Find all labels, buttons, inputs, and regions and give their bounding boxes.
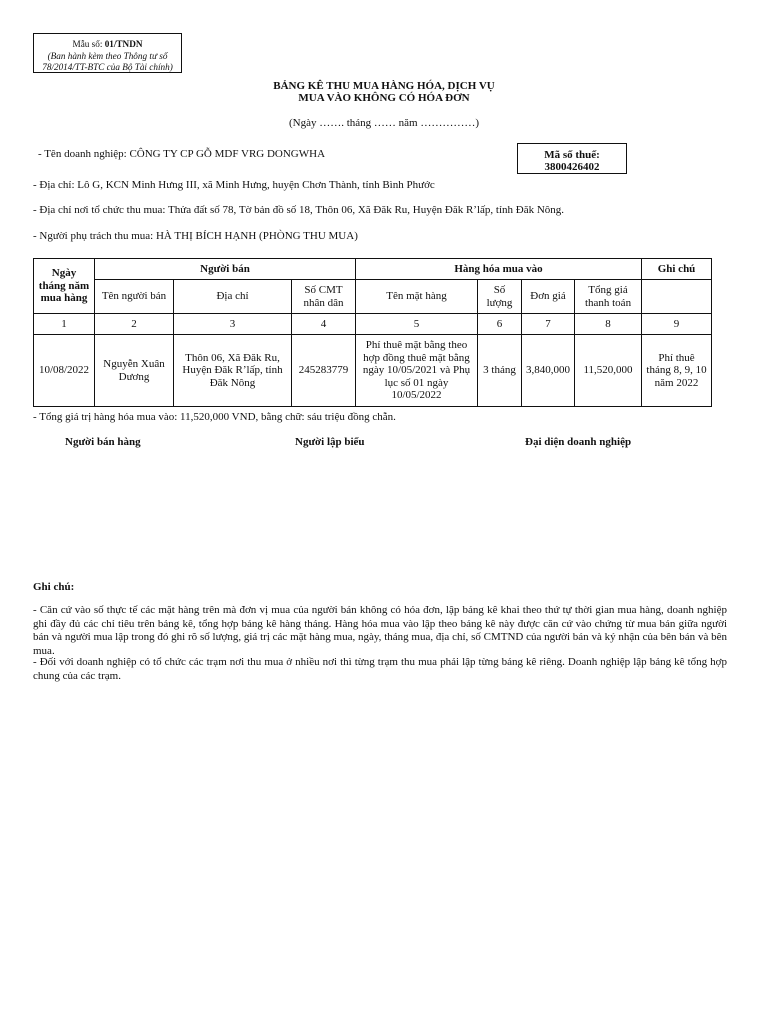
form-issuance-note-line2: 78/2014/TT-BTC của Bộ Tài chính) bbox=[42, 62, 173, 72]
form-issuance-note-line1: (Ban hành kèm theo Thông tư số bbox=[47, 50, 168, 61]
document-title bbox=[0, 80, 768, 104]
form-code-line bbox=[34, 39, 181, 51]
form-code-value: 01/TNDN bbox=[104, 39, 143, 49]
table-row bbox=[34, 335, 712, 407]
cell-unit-price: 3,840,000 bbox=[522, 335, 575, 407]
cell-seller-name: Nguyễn Xuân Dương bbox=[95, 335, 174, 407]
column-number: 6 bbox=[478, 314, 522, 335]
company-line bbox=[38, 148, 325, 161]
header-seller-name: Tên người bán bbox=[95, 280, 174, 314]
address-line bbox=[33, 179, 435, 192]
column-number: 3 bbox=[174, 314, 292, 335]
cell-seller-address: Thôn 06, Xã Đăk Ru, Huyện Đăk R’lấp, tỉnh Đăk Nông bbox=[174, 335, 292, 407]
header-note: Ghi chú bbox=[642, 259, 712, 280]
purchase-location-label: - Địa chỉ nơi tổ chức thu mua: bbox=[33, 204, 166, 216]
column-number: 2 bbox=[95, 314, 174, 335]
tax-code-value: 3800426402 bbox=[544, 161, 600, 173]
header-total: Tổng giá thanh toán bbox=[575, 280, 642, 314]
purchase-location-value: Thửa đất số 78, Tờ bản đồ số 18, Thôn 06, Xã Đăk Ru, Huyện Đăk R’lấp, tỉnh Đăk Nông. bbox=[168, 204, 565, 216]
purchaser-value: HÀ THỊ BÍCH HẠNH (PHÒNG THU MUA) bbox=[155, 230, 358, 242]
header-item-name: Tên mặt hàng bbox=[356, 280, 478, 314]
cell-total: 11,520,000 bbox=[575, 335, 642, 407]
address-label: - Địa chỉ: bbox=[33, 179, 75, 191]
header-note-blank bbox=[642, 280, 712, 314]
company-name: CÔNG TY CP GỖ MDF VRG DONGWHA bbox=[129, 148, 326, 160]
column-number: 9 bbox=[642, 314, 712, 335]
tax-code-label: Mã số thuế: bbox=[544, 149, 600, 161]
cell-note: Phí thuê tháng 8, 9, 10 năm 2022 bbox=[642, 335, 712, 407]
document-title-line2: MUA VÀO KHÔNG CÓ HÓA ĐƠN bbox=[298, 92, 470, 104]
signature-preparer: Người lập biểu bbox=[295, 436, 365, 448]
cell-item-name: Phí thuê mặt bằng theo hợp đồng thuê mặt bằng ngày 10/05/2021 và Phụ lục số 01 ngày 10/05/2022 bbox=[356, 335, 478, 407]
company-label: - Tên doanh nghiệp: bbox=[38, 148, 127, 160]
header-unit-price: Đơn giá bbox=[522, 280, 575, 314]
table-header-row-columns bbox=[34, 280, 712, 314]
column-number-row bbox=[34, 314, 712, 335]
purchase-location-line bbox=[33, 204, 564, 217]
notes-paragraph: - Căn cứ vào số thực tế các mặt hàng trên mà đơn vị mua của người bán không có hóa đơn, lập bảng kê khai theo thứ tự thời gian mua hàng, doanh nghiệp ghi đầy đủ các chỉ tiêu trên bảng kê, tổng hợp bảng kê hàng tháng. Hàng hóa mua vào lập theo bảng kê này được căn cứ vào chứng từ mua bán giữa người bán và người mua lập trong đó ghi rõ số lượng, giá trị các mặt hàng mua, ngày, tháng mua, địa chỉ, số CMTND của người bán và ký nhận của bên bán và bên mua. bbox=[33, 604, 727, 657]
purchaser-line bbox=[33, 230, 358, 243]
header-seller-id: Số CMT nhân dân bbox=[292, 280, 356, 314]
cell-quantity: 3 tháng bbox=[478, 335, 522, 407]
purchaser-label: - Người phụ trách thu mua: bbox=[33, 230, 154, 242]
cell-purchase-date: 10/08/2022 bbox=[34, 335, 95, 407]
date-line: (Ngày ……. tháng …… năm ……………) bbox=[288, 117, 480, 129]
table-header-row-group bbox=[34, 259, 712, 280]
tax-code-box bbox=[517, 143, 627, 174]
form-code-label: Mẫu số: bbox=[72, 39, 103, 49]
header-seller-group: Người bán bbox=[95, 259, 356, 280]
column-number: 5 bbox=[356, 314, 478, 335]
column-number: 1 bbox=[34, 314, 95, 335]
header-seller-address: Địa chỉ bbox=[174, 280, 292, 314]
notes-paragraph: - Đối với doanh nghiệp có tổ chức các trạm nơi thu mua ở nhiều nơi thì từng trạm thu mua phải lập từng bảng kê riêng. Doanh nghiệp lập bảng kê tổng hợp chung của các trạm. bbox=[33, 656, 727, 682]
header-purchase-date: Ngày tháng năm mua hàng bbox=[34, 259, 95, 314]
signature-seller: Người bán hàng bbox=[65, 436, 141, 448]
signature-company-representative: Đại diện doanh nghiệp bbox=[525, 436, 632, 448]
cell-seller-id: 245283779 bbox=[292, 335, 356, 407]
column-number: 8 bbox=[575, 314, 642, 335]
document-title-line1: BẢNG KÊ THU MUA HÀNG HÓA, DỊCH VỤ bbox=[273, 80, 495, 92]
notes-heading: Ghi chú: bbox=[33, 581, 75, 593]
total-value-line: - Tổng giá trị hàng hóa mua vào: 11,520,000 VND, bằng chữ: sáu triệu đồng chẵn. bbox=[33, 411, 396, 423]
address-value: Lô G, KCN Minh Hưng III, xã Minh Hưng, huyện Chơn Thành, tỉnh Bình Phước bbox=[77, 179, 435, 191]
header-quantity: Số lượng bbox=[478, 280, 522, 314]
purchase-table bbox=[33, 258, 712, 407]
column-number: 4 bbox=[292, 314, 356, 335]
header-goods-group: Hàng hóa mua vào bbox=[356, 259, 642, 280]
form-code-box bbox=[33, 33, 182, 73]
column-number: 7 bbox=[522, 314, 575, 335]
